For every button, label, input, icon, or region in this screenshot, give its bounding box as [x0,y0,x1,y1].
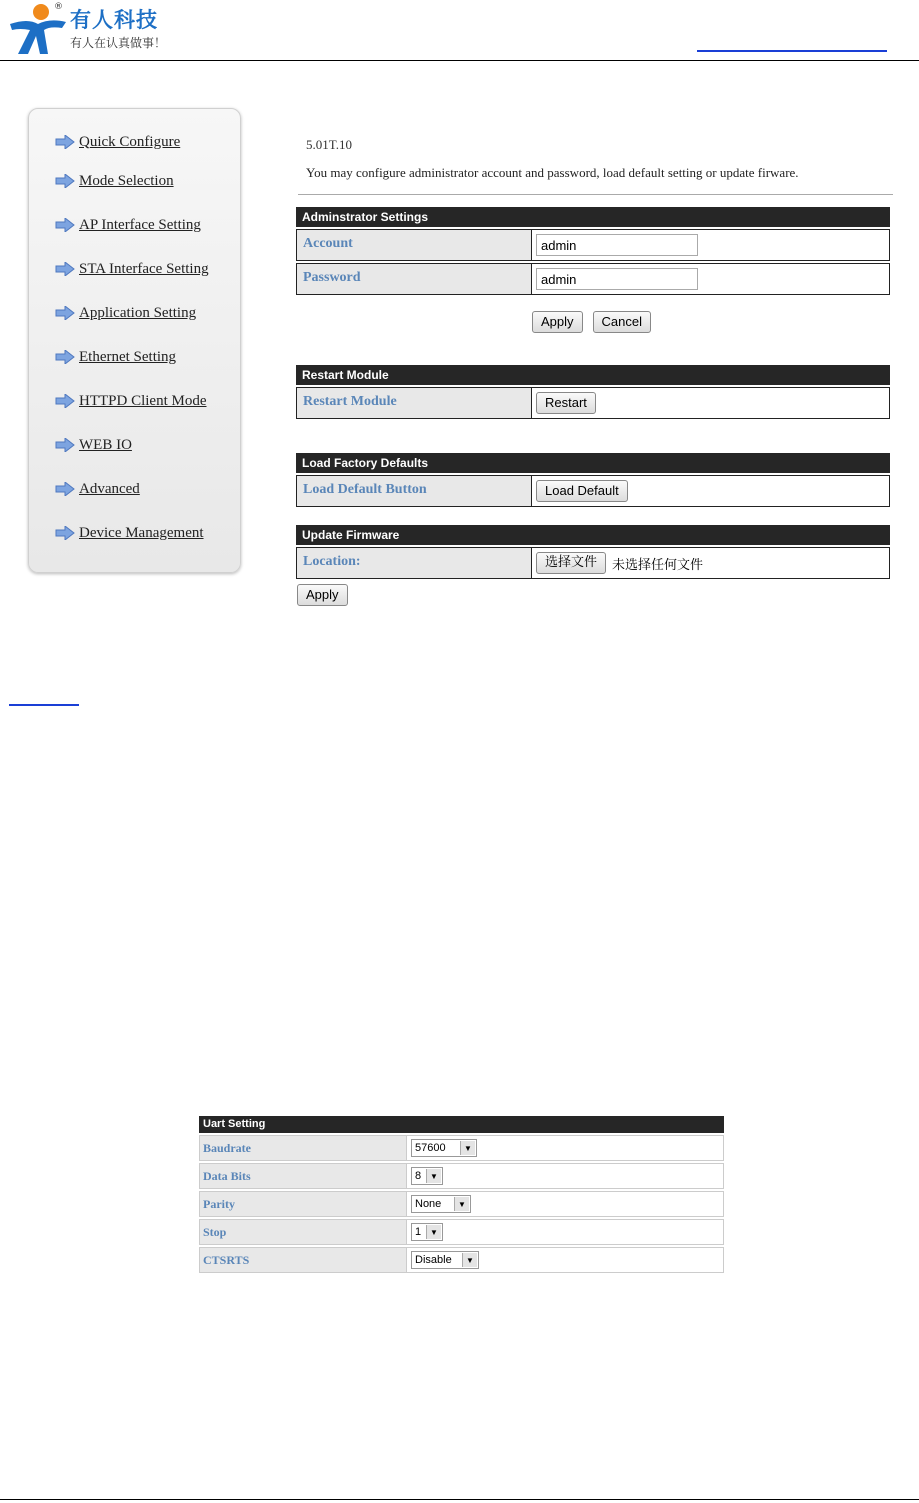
sidebar-item-quick-configure[interactable] [55,131,180,153]
data-bits-label: Data Bits [199,1163,407,1189]
password-input[interactable] [536,268,698,290]
update-firmware-section [296,525,890,579]
ctsrts-row [199,1247,724,1273]
registered-mark: ® [54,2,63,12]
account-input[interactable] [536,234,698,256]
sidebar-item-sta-interface[interactable] [55,258,209,280]
uart-settings-table [199,1116,724,1273]
stop-label: Stop [199,1219,407,1245]
choose-file-button[interactable]: 选择文件 [536,552,606,574]
admin-actions [532,311,651,333]
sidebar-item-ap-interface[interactable] [55,214,201,236]
location-label: Location: [296,547,532,579]
sidebar-item-label: HTTPD Client Mode [79,392,207,409]
restart-module-section [296,365,890,419]
data-bits-row [199,1163,724,1189]
factory-defaults-section [296,453,890,507]
apply-button[interactable]: Apply [532,311,583,333]
sidebar-item-httpd-client[interactable] [55,390,207,412]
sidebar-item-web-io[interactable] [55,434,132,456]
ctsrts-select[interactable]: Disable ▼ [411,1251,479,1269]
restart-label: Restart Module [296,387,532,419]
parity-row [199,1191,724,1217]
page-description: You may configure administrator account and password, load default setting or update firware. [306,165,799,180]
baudrate-select[interactable]: 57600 ▼ [411,1139,477,1157]
sidebar-item-label: AP Interface Setting [79,216,201,233]
arrow-right-icon [55,394,75,408]
sidebar-item-mode-selection[interactable] [55,170,174,192]
arrow-right-icon [55,218,75,232]
restart-row [296,387,890,419]
brand-slogan: 有人在认真做事！ [70,36,167,50]
brand-name: 有人科技 [70,8,158,32]
ctsrts-label: CTSRTS [199,1247,407,1273]
account-label: Account [296,229,532,261]
restart-button[interactable]: Restart [536,392,596,414]
arrow-right-icon [55,482,75,496]
arrow-right-icon [55,135,75,149]
load-default-button[interactable]: Load Default [536,480,628,502]
sidebar-item-ethernet[interactable] [55,346,176,368]
arrow-right-icon [55,438,75,452]
section-header: Update Firmware [296,525,890,545]
stop-select[interactable]: 1 ▼ [411,1223,443,1241]
arrow-right-icon [55,306,75,320]
no-file-text: 未选择任何文件 [612,557,704,573]
arrow-right-icon [55,526,75,540]
section-header: Load Factory Defaults [296,453,890,473]
sidebar-item-label: Ethernet Setting [79,348,177,365]
admin-settings-section [296,207,890,295]
cancel-button[interactable]: Cancel [593,311,651,333]
sidebar-item-label: Mode Selection [79,172,174,189]
parity-select[interactable]: None ▼ [411,1195,471,1213]
firmware-apply-button[interactable]: Apply [297,584,348,606]
sidebar-item-advanced[interactable] [55,478,140,500]
stop-row [199,1219,724,1245]
firmware-version: 5.01T.10 [306,137,352,152]
section-header: Restart Module [296,365,890,385]
sidebar-item-device-management[interactable] [55,522,204,544]
baudrate-label: Baudrate [199,1135,407,1161]
baudrate-row [199,1135,724,1161]
company-logo [8,2,198,58]
load-default-row [296,475,890,507]
section-header: Adminstrator Settings [296,207,890,227]
header-divider [0,60,919,61]
load-default-label: Load Default Button [296,475,532,507]
location-row [296,547,890,579]
arrow-right-icon [55,262,75,276]
header-link[interactable] [697,48,887,52]
dropdown-arrow-icon: ▼ [426,1225,441,1239]
dropdown-arrow-icon: ▼ [454,1197,469,1211]
account-row [296,229,890,261]
password-row [296,263,890,295]
parity-label: Parity [199,1191,407,1217]
section-header: Uart Setting [199,1116,724,1133]
dropdown-arrow-icon: ▼ [462,1253,477,1267]
sidebar-item-label: STA Interface Setting [79,260,209,277]
data-bits-select[interactable]: 8 ▼ [411,1167,443,1185]
sidebar-item-label: Device Management [79,524,204,541]
sidebar-item-label: Application Setting [79,304,197,321]
footnote-link[interactable] [9,704,79,706]
dropdown-arrow-icon: ▼ [426,1169,441,1183]
arrow-right-icon [55,350,75,364]
sidebar-item-application[interactable] [55,302,196,324]
footer-divider [0,1499,919,1500]
dropdown-arrow-icon: ▼ [460,1141,475,1155]
description-divider [298,194,893,195]
sidebar-item-label: Quick Configure [79,133,181,150]
sidebar-item-label: Advanced [79,480,140,497]
password-label: Password [296,263,532,295]
sidebar-nav [28,108,241,573]
sidebar-item-label: WEB IO [79,436,132,453]
arrow-right-icon [55,174,75,188]
